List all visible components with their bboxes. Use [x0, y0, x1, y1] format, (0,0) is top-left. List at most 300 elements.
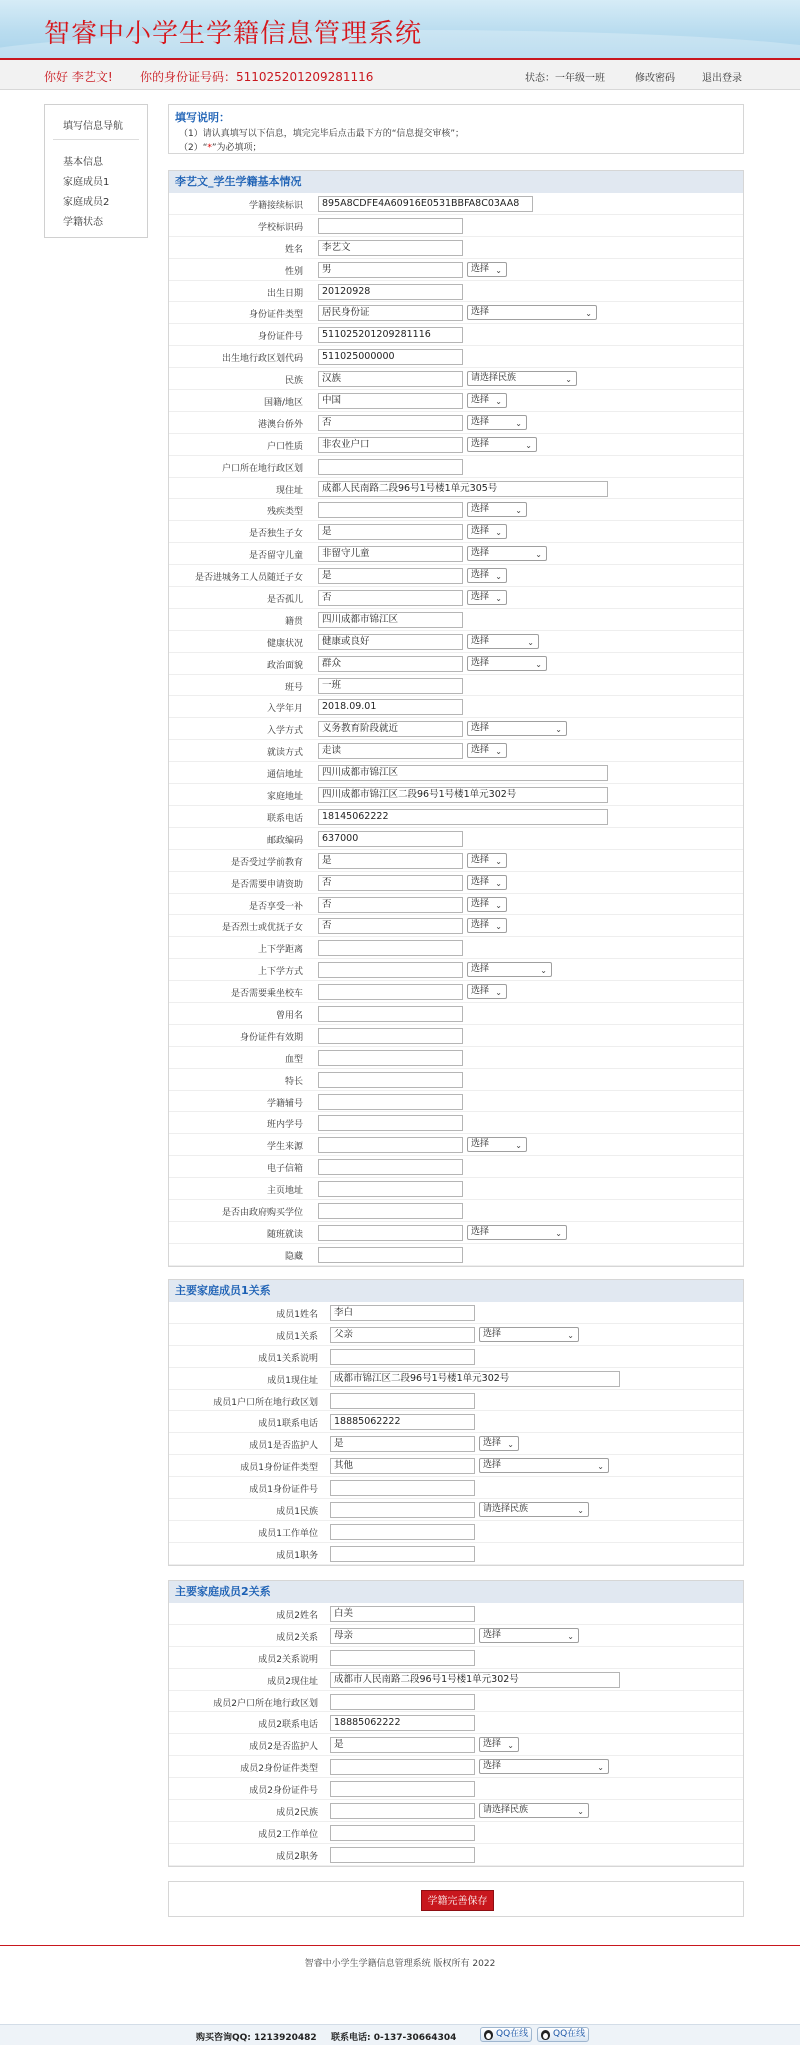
chevron-down-icon: ⌄ [515, 418, 522, 428]
sidebar-nav [44, 104, 148, 238]
chevron-down-icon: ⌄ [555, 725, 562, 735]
text-input[interactable] [318, 1225, 463, 1241]
field-label: 身份证件有效期 [239, 1032, 303, 1043]
select-dropdown[interactable] [467, 721, 567, 736]
sidebar-divider [53, 139, 139, 140]
qq-online-button[interactable] [480, 2027, 532, 2042]
text-input[interactable]: 否 [318, 415, 463, 431]
form-row [169, 1800, 743, 1822]
text-input[interactable] [318, 502, 463, 518]
text-input[interactable]: 非农业户口 [318, 437, 463, 453]
text-input[interactable] [330, 1480, 475, 1496]
field-label: 成员1户口所在地行政区划 [213, 1397, 318, 1408]
select-dropdown[interactable] [467, 568, 507, 583]
form-row [169, 609, 743, 631]
form-row [169, 1691, 743, 1713]
select-value: 选择 [471, 964, 490, 975]
text-input[interactable]: 健康或良好 [318, 634, 463, 650]
class-status: 状态：一年级一班 [525, 73, 605, 84]
text-input[interactable]: 四川成都市锦江区 [318, 612, 463, 628]
field-label: 是否需要申请资助 [230, 879, 303, 890]
select-dropdown[interactable] [479, 1327, 579, 1342]
text-input[interactable]: 汉族 [318, 371, 463, 387]
form-row [169, 850, 743, 872]
text-input[interactable] [318, 1094, 463, 1110]
field-label: 主页地址 [266, 1186, 303, 1197]
header-banner [0, 0, 800, 58]
text-input[interactable] [318, 1181, 463, 1197]
text-input[interactable] [330, 1393, 475, 1409]
text-input[interactable] [318, 1072, 463, 1088]
select-value: 选择 [471, 986, 490, 997]
field-label: 学生来源 [266, 1142, 303, 1153]
form-row [169, 1411, 743, 1433]
form-row [169, 259, 743, 281]
sidebar-item-family2[interactable]: 家庭成员2 [63, 197, 110, 208]
form-row [169, 412, 743, 434]
select-dropdown[interactable] [479, 1628, 579, 1643]
chevron-down-icon: ⌄ [577, 1807, 584, 1817]
form-row [169, 390, 743, 412]
form-row [169, 434, 743, 456]
chevron-down-icon: ⌄ [495, 594, 502, 604]
chevron-down-icon: ⌄ [565, 375, 572, 385]
text-input[interactable] [330, 1803, 475, 1819]
form-row [169, 193, 743, 215]
text-input[interactable] [330, 1694, 475, 1710]
select-value: 选择 [471, 657, 490, 668]
form-row [169, 696, 743, 718]
select-value: 选择 [471, 920, 490, 931]
field-label: 是否进城务工人员随迁子女 [194, 573, 303, 584]
select-dropdown[interactable] [467, 875, 507, 890]
family-member-2-section [168, 1580, 744, 1867]
select-value: 选择 [471, 592, 490, 603]
chevron-down-icon: ⌄ [527, 637, 534, 647]
field-label: 成员1联系电话 [258, 1419, 318, 1430]
chevron-down-icon: ⌄ [507, 1741, 514, 1751]
field-label: 成员2身份证件号 [249, 1786, 318, 1797]
text-input[interactable] [318, 1050, 463, 1066]
field-label: 就读方式 [266, 748, 303, 759]
text-input[interactable] [330, 1524, 475, 1540]
text-input[interactable]: 2018.09.01 [318, 699, 463, 715]
text-input[interactable]: 18145062222 [318, 809, 608, 825]
select-dropdown[interactable] [479, 1436, 519, 1451]
text-input[interactable]: 其他 [330, 1458, 475, 1474]
change-password-link[interactable]: 修改密码 [635, 73, 675, 84]
top-bar [0, 58, 800, 90]
save-button[interactable]: 学籍完善保存 [421, 1890, 494, 1911]
field-label: 是否由政府购买学位 [221, 1207, 303, 1218]
text-input[interactable]: 是 [330, 1737, 475, 1753]
chevron-down-icon: ⌄ [495, 922, 502, 932]
field-label: 是否受过学前教育 [230, 857, 303, 868]
basic-info-title: 李艺文_学生学籍基本情况 [169, 171, 743, 193]
text-input[interactable] [318, 1159, 463, 1175]
field-label: 成员1关系 [276, 1331, 318, 1342]
field-label: 成员2现住址 [267, 1676, 318, 1687]
text-input[interactable]: 否 [318, 590, 463, 606]
form-row [169, 1134, 743, 1156]
form-row [169, 1712, 743, 1734]
field-label: 成员1身份证件类型 [240, 1463, 318, 1474]
form-row [169, 1433, 743, 1455]
app-title: 智睿中小学生学籍信息管理系统 [44, 19, 423, 49]
field-label: 残疾类型 [266, 507, 303, 518]
copyright-text: 智睿中小学生学籍信息管理系统 版权所有 2022 [304, 1959, 496, 1969]
form-row [169, 1200, 743, 1222]
form-row [169, 281, 743, 303]
form-row [169, 631, 743, 653]
select-dropdown[interactable] [467, 984, 507, 999]
field-label: 现住址 [275, 485, 303, 496]
text-input[interactable] [318, 1006, 463, 1022]
qq-online-button[interactable] [537, 2027, 589, 2042]
select-dropdown[interactable] [467, 590, 507, 605]
field-label: 上下学距离 [257, 945, 303, 956]
instructions-line-2 [179, 140, 262, 153]
text-input[interactable] [318, 1137, 463, 1153]
select-dropdown[interactable] [467, 415, 527, 430]
field-label: 学籍接续标识 [248, 201, 303, 211]
chevron-down-icon: ⌄ [597, 1763, 604, 1773]
field-label: 是否需要乘坐校车 [230, 989, 303, 1000]
field-label: 班号 [284, 682, 303, 693]
submit-area [168, 1881, 744, 1917]
field-label: 成员1身份证件号 [249, 1485, 318, 1496]
text-input[interactable] [318, 984, 463, 1000]
select-value: 选择 [483, 1629, 502, 1640]
select-dropdown[interactable] [467, 437, 537, 452]
field-label: 成员2联系电话 [258, 1720, 318, 1731]
form-row [169, 740, 743, 762]
field-label: 籍贯 [284, 616, 303, 627]
sidebar-item-status[interactable]: 学籍状态 [63, 217, 103, 228]
select-dropdown[interactable] [479, 1759, 609, 1774]
purchase-qq: 购买咨询QQ: 1213920482 [196, 2033, 317, 2043]
text-input[interactable] [330, 1349, 475, 1365]
form-row [169, 1844, 743, 1866]
chevron-down-icon: ⌄ [495, 528, 502, 538]
field-label: 成员2身份证件类型 [240, 1764, 318, 1775]
contact-bar [0, 2024, 800, 2045]
select-value: 选择 [471, 307, 490, 318]
text-input[interactable]: 637000 [318, 831, 463, 847]
field-label: 是否烈士或优抚子女 [221, 923, 303, 934]
field-label: 邮政编码 [266, 835, 303, 846]
text-input[interactable]: 李白 [330, 1305, 475, 1321]
form-row [169, 872, 743, 894]
field-label: 出生地行政区划代码 [221, 354, 303, 365]
field-label: 户口性质 [266, 441, 303, 452]
text-input[interactable]: 李艺文 [318, 240, 463, 256]
text-input[interactable]: 四川成都市锦江区 [318, 765, 608, 781]
select-value: 请选择民族 [483, 1504, 529, 1515]
field-label: 入学方式 [266, 726, 303, 737]
form-row [169, 368, 743, 390]
form-row [169, 915, 743, 937]
text-input[interactable] [318, 940, 463, 956]
form-row [169, 1222, 743, 1244]
text-input[interactable] [318, 1203, 463, 1219]
field-label: 成员2关系说明 [258, 1654, 318, 1665]
select-dropdown[interactable] [467, 371, 577, 386]
form-row [169, 959, 743, 981]
select-value: 选择 [471, 745, 490, 756]
greeting: 你好 李艺文! [44, 70, 113, 84]
text-input[interactable] [318, 1247, 463, 1263]
select-value: 选择 [471, 723, 490, 734]
text-input[interactable] [330, 1650, 475, 1666]
field-label: 姓名 [284, 244, 303, 255]
field-label: 成员1现住址 [267, 1375, 318, 1386]
text-input[interactable]: 18885062222 [330, 1414, 475, 1430]
text-input[interactable]: 是 [330, 1436, 475, 1452]
select-dropdown[interactable] [467, 502, 527, 517]
field-label: 成员1工作单位 [258, 1528, 318, 1539]
form-row [169, 1368, 743, 1390]
form-row [169, 1778, 743, 1800]
form-row [169, 1112, 743, 1134]
text-input[interactable]: 走读 [318, 743, 463, 759]
text-input[interactable] [330, 1546, 475, 1562]
select-dropdown[interactable] [467, 634, 539, 649]
chevron-down-icon: ⌄ [585, 309, 592, 319]
chevron-down-icon: ⌄ [495, 988, 502, 998]
select-dropdown[interactable] [467, 546, 547, 561]
text-input[interactable]: 一班 [318, 678, 463, 694]
qq-penguin-icon [484, 2030, 493, 2040]
form-row [169, 1455, 743, 1477]
footer-divider [0, 1945, 800, 1946]
select-value: 选择 [471, 526, 490, 537]
chevron-down-icon: ⌄ [567, 1631, 574, 1641]
form-row [169, 1003, 743, 1025]
select-value: 选择 [483, 1460, 502, 1471]
text-input[interactable]: 白美 [330, 1606, 475, 1622]
form-row [169, 543, 743, 565]
chevron-down-icon: ⌄ [535, 550, 542, 560]
text-input[interactable]: 居民身份证 [318, 305, 463, 321]
select-dropdown[interactable] [467, 524, 507, 539]
form-row [169, 1477, 743, 1499]
select-value: 选择 [483, 1761, 502, 1772]
field-label: 学校标识码 [257, 222, 303, 233]
text-input[interactable]: 511025000000 [318, 349, 463, 365]
text-input[interactable]: 20120928 [318, 284, 463, 300]
family-member-1-section [168, 1279, 744, 1566]
field-label: 是否独生子女 [248, 529, 303, 540]
select-dropdown[interactable] [467, 393, 507, 408]
select-value: 选择 [471, 570, 490, 581]
field-label: 学籍辅号 [266, 1098, 303, 1109]
form-row [169, 1156, 743, 1178]
text-input[interactable]: 成都市锦江区二段96号1号楼1单元302号 [330, 1371, 620, 1387]
select-value: 选择 [471, 635, 490, 646]
field-label: 上下学方式 [257, 967, 303, 978]
form-row [169, 1734, 743, 1756]
text-input[interactable]: 义务教育阶段就近 [318, 721, 463, 737]
chevron-down-icon: ⌄ [495, 747, 502, 757]
form-row [169, 478, 743, 500]
text-input[interactable]: 四川成都市锦江区二段96号1号楼1单元302号 [318, 787, 608, 803]
text-input[interactable] [318, 1028, 463, 1044]
text-input[interactable]: 父亲 [330, 1327, 475, 1343]
instructions-box [168, 104, 744, 154]
form-row [169, 1390, 743, 1412]
field-label: 成员1姓名 [276, 1310, 318, 1320]
form-row [169, 1499, 743, 1521]
chevron-down-icon: ⌄ [597, 1462, 604, 1472]
select-value: 请选择民族 [483, 1805, 529, 1816]
select-dropdown[interactable] [467, 743, 507, 758]
text-input[interactable]: 18885062222 [330, 1715, 475, 1731]
chevron-down-icon: ⌄ [567, 1330, 574, 1340]
field-label: 成员2职务 [276, 1851, 318, 1862]
text-input[interactable]: 母亲 [330, 1628, 475, 1644]
field-label: 政治面貌 [266, 660, 303, 671]
field-label: 性别 [284, 266, 303, 277]
select-value: 选择 [471, 504, 490, 515]
field-label: 是否孤儿 [266, 595, 303, 606]
select-value: 选择 [471, 395, 490, 406]
field-label: 联系电话 [266, 813, 303, 824]
sidebar-title: 填写信息导航 [63, 121, 123, 132]
form-row [169, 937, 743, 959]
text-input[interactable]: 男 [318, 262, 463, 278]
field-label: 身份证件类型 [248, 310, 303, 321]
chevron-down-icon: ⌄ [535, 659, 542, 669]
form-row [169, 456, 743, 478]
form-row [169, 565, 743, 587]
form-row [169, 1025, 743, 1047]
select-dropdown[interactable] [479, 1458, 609, 1473]
instructions-line-2-suffix: ”为必填项； [211, 143, 262, 153]
instructions-line-1: （1）请认真填写以下信息，填完完毕后点击最下方的“信息提交审核”； [179, 129, 465, 139]
form-row [169, 1302, 743, 1324]
text-input[interactable]: 895A8CDFE4A60916E0531BBFA8C03AA8 [318, 196, 533, 212]
form-row [169, 1669, 743, 1691]
text-input[interactable] [330, 1759, 475, 1775]
chevron-down-icon: ⌄ [495, 900, 502, 910]
text-input[interactable]: 中国 [318, 393, 463, 409]
sidebar-item-basic[interactable]: 基本信息 [63, 157, 103, 168]
text-input[interactable] [318, 218, 463, 234]
select-dropdown[interactable] [467, 656, 547, 671]
form-row [169, 521, 743, 543]
select-dropdown[interactable] [467, 262, 507, 277]
form-row [169, 1324, 743, 1346]
form-row [169, 718, 743, 740]
text-input[interactable] [318, 962, 463, 978]
field-label: 成员2户口所在地行政区划 [213, 1698, 318, 1709]
form-row [169, 499, 743, 521]
form-row [169, 587, 743, 609]
text-input[interactable]: 否 [318, 875, 463, 891]
select-dropdown[interactable] [479, 1737, 519, 1752]
field-label: 是否享受一补 [248, 901, 303, 912]
field-label: 成员2工作单位 [258, 1829, 318, 1840]
text-input[interactable] [318, 459, 463, 475]
text-input[interactable]: 是 [318, 524, 463, 540]
chevron-down-icon: ⌄ [555, 1228, 562, 1238]
field-label: 成员1关系说明 [258, 1353, 318, 1364]
text-input[interactable] [330, 1502, 475, 1518]
form-row [169, 1543, 743, 1565]
chevron-down-icon: ⌄ [540, 966, 547, 976]
select-dropdown[interactable] [467, 1225, 567, 1240]
field-label: 成员1是否监护人 [249, 1441, 318, 1452]
text-input[interactable]: 是 [318, 853, 463, 869]
chevron-down-icon: ⌄ [515, 506, 522, 516]
select-value: 请选择民族 [471, 373, 517, 384]
text-input[interactable]: 否 [318, 897, 463, 913]
select-value: 选择 [471, 854, 490, 865]
form-row [169, 1756, 743, 1778]
select-dropdown[interactable] [467, 853, 507, 868]
field-label: 成员1职务 [276, 1550, 318, 1561]
select-dropdown[interactable] [467, 918, 507, 933]
form-row [169, 828, 743, 850]
text-input[interactable] [330, 1781, 475, 1797]
family-member-1-title: 主要家庭成员1关系 [169, 1280, 743, 1302]
field-label: 成员2关系 [276, 1632, 318, 1643]
select-dropdown[interactable] [479, 1803, 589, 1818]
field-label: 血型 [284, 1054, 303, 1065]
text-input[interactable] [330, 1847, 475, 1863]
text-input[interactable]: 群众 [318, 656, 463, 672]
text-input[interactable] [330, 1825, 475, 1841]
contact-phone: 联系电话: 0-137-30664304 [331, 2033, 457, 2043]
chevron-down-icon: ⌄ [577, 1506, 584, 1516]
sidebar-item-family1[interactable]: 家庭成员1 [63, 177, 110, 188]
chevron-down-icon: ⌄ [495, 397, 502, 407]
text-input[interactable]: 否 [318, 918, 463, 934]
text-input[interactable] [318, 1115, 463, 1131]
field-label: 班内学号 [266, 1120, 303, 1131]
select-value: 选择 [471, 438, 490, 449]
select-dropdown[interactable] [467, 897, 507, 912]
field-label: 随班就读 [266, 1229, 303, 1240]
text-input[interactable]: 511025201209281116 [318, 327, 463, 343]
instructions-line-2-prefix: （2）“ [179, 143, 208, 153]
id-number-label: 你的身份证号码：511025201209281116 [140, 70, 374, 84]
select-value: 选择 [471, 263, 490, 274]
form-row [169, 1521, 743, 1543]
logout-link[interactable]: 退出登录 [702, 73, 742, 84]
form-row [169, 1603, 743, 1625]
form-row [169, 302, 743, 324]
chevron-down-icon: ⌄ [495, 572, 502, 582]
form-row [169, 1625, 743, 1647]
form-row [169, 806, 743, 828]
text-input[interactable]: 成都市人民南路二段96号1号楼1单元302号 [330, 1672, 620, 1688]
field-label: 隐藏 [284, 1251, 303, 1262]
field-label: 通信地址 [266, 770, 303, 781]
chevron-down-icon: ⌄ [495, 265, 502, 275]
text-input[interactable]: 是 [318, 568, 463, 584]
select-dropdown[interactable] [467, 1137, 527, 1152]
chevron-down-icon: ⌄ [495, 878, 502, 888]
select-dropdown[interactable] [467, 305, 597, 320]
qq-penguin-icon [541, 2030, 550, 2040]
text-input[interactable]: 成都人民南路二段96号1号楼1单元305号 [318, 481, 608, 497]
family-member-2-title: 主要家庭成员2关系 [169, 1581, 743, 1603]
select-dropdown[interactable] [467, 962, 552, 977]
text-input[interactable]: 非留守儿童 [318, 546, 463, 562]
select-dropdown[interactable] [479, 1502, 589, 1517]
